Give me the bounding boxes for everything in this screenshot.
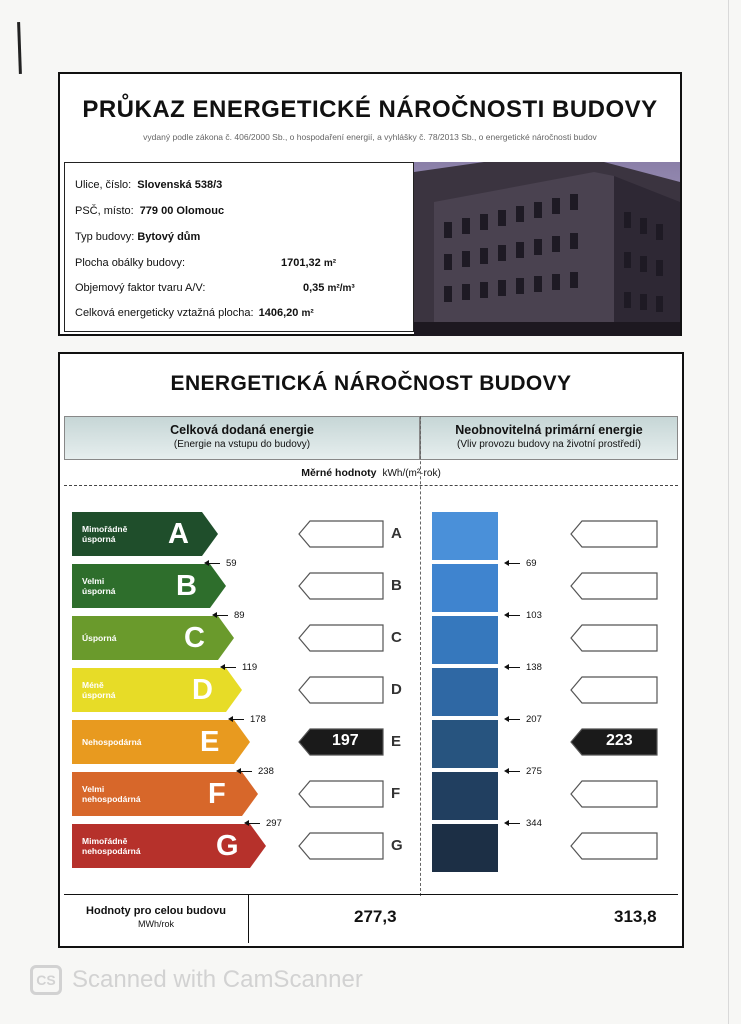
delivered-energy-marker-b [298, 572, 386, 600]
type-label: Typ budovy: [75, 231, 135, 243]
primary-energy-bar-b [432, 564, 498, 612]
document-subtitle: vydaný podle zákona č. 406/2000 Sb., o hospodaření energií, a vyhlášky č. 78/2013 Sb., o energetické náročnosti budov [143, 132, 597, 142]
page-edge [728, 0, 729, 1024]
type-row [75, 231, 200, 243]
delivered-energy-class-g: G [391, 837, 403, 854]
unit-value: kWh/(m²·rok) [382, 468, 441, 479]
street-row [75, 179, 222, 191]
delivered-threshold-value: 178 [250, 714, 266, 725]
building-photo [414, 162, 680, 336]
street-label: Ulice, číslo: [75, 179, 132, 191]
right-column-subtitle: (Vliv provozu budovy na životní prostředí) [457, 439, 641, 450]
primary-energy-bar-f [432, 772, 498, 820]
pen-mark [17, 22, 22, 74]
delivered-energy-marker-g [298, 832, 386, 860]
delivered-energy-class-a: A [391, 525, 402, 542]
city-value: 779 00 Olomouc [139, 205, 225, 217]
primary-energy-bar-c [432, 616, 498, 664]
class-name-g: Mimořádně nehospodárná [82, 836, 141, 856]
unit-row [64, 460, 678, 486]
delivered-threshold-value: 297 [266, 818, 282, 829]
camscanner-logo: CS [30, 965, 62, 995]
energy-card [58, 352, 684, 948]
city-row [75, 205, 224, 217]
type-value: Bytový dům [137, 231, 201, 243]
primary-threshold-arrow [506, 615, 520, 616]
primary-threshold-arrow [506, 667, 520, 668]
class-letter-b: B [176, 570, 197, 602]
class-name-c: Úsporná [82, 633, 117, 643]
primary-energy-bar-g [432, 824, 498, 872]
delivered-energy-class-b: B [391, 577, 402, 594]
class-letter-c: C [184, 622, 205, 654]
primary-energy-marker-b [570, 572, 660, 600]
street-value: Slovenská 538/3 [137, 179, 223, 191]
primary-energy-marker-d [570, 676, 660, 704]
scanner-watermark: Scanned with CamScanner [72, 966, 363, 993]
primary-threshold-value: 138 [526, 662, 542, 673]
class-name-d: Méně úsporná [82, 680, 116, 700]
area-value: 1406,20 m² [258, 307, 314, 319]
primary-threshold-value: 69 [526, 558, 537, 569]
column-separator [420, 416, 421, 896]
primary-energy-bar-e [432, 720, 498, 768]
area-label: Celková energeticky vztažná plocha: [75, 307, 254, 319]
primary-threshold-arrow [506, 823, 520, 824]
left-column-subtitle: (Energie na vstupu do budovy) [173, 439, 311, 450]
delivered-energy-marker-d [298, 676, 386, 704]
area-row [75, 307, 314, 319]
primary-energy-bar-a [432, 512, 498, 560]
left-column-title: Celková dodaná energie [170, 423, 314, 437]
primary-threshold-arrow [506, 771, 520, 772]
primary-threshold-value: 344 [526, 818, 542, 829]
class-name-f: Velmi nehospodárná [82, 784, 141, 804]
right-column-title: Neobnovitelná primární energie [455, 423, 643, 437]
class-letter-d: D [192, 674, 213, 706]
primary-energy-marker-f [570, 780, 660, 808]
class-name-a: Mimořádně úsporná [82, 524, 128, 544]
shape-label: Objemový faktor tvaru A/V: [75, 282, 206, 294]
delivered-threshold-value: 59 [226, 558, 237, 569]
primary-energy-marker-a [570, 520, 660, 548]
class-letter-f: F [208, 778, 226, 810]
city-label: PSČ, místo: [75, 205, 134, 217]
delivered-energy-value: 197 [332, 732, 359, 749]
delivered-threshold-arrow [238, 771, 252, 772]
primary-threshold-arrow [506, 563, 520, 564]
delivered-energy-marker-c [298, 624, 386, 652]
delivered-threshold-value: 89 [234, 610, 245, 621]
primary-energy-bar-d [432, 668, 498, 716]
unit-label: Měrné hodnoty [301, 467, 377, 479]
delivered-energy-class-c: C [391, 629, 402, 646]
primary-threshold-value: 207 [526, 714, 542, 725]
class-letter-e: E [200, 726, 220, 758]
primary-energy-value: 223 [606, 732, 633, 749]
envelope-value: 1701,32 m² [281, 257, 337, 269]
right-column-header [420, 416, 678, 460]
total-delivered-energy: 277,3 [354, 907, 397, 926]
primary-threshold-value: 103 [526, 610, 542, 621]
class-letter-g: G [216, 830, 239, 862]
building-info-box [64, 162, 414, 332]
shape-row [75, 282, 405, 294]
class-name-e: Nehospodárná [82, 737, 142, 747]
primary-energy-marker-c [570, 624, 660, 652]
delivered-threshold-value: 119 [242, 662, 258, 673]
delivered-energy-marker-f [298, 780, 386, 808]
delivered-energy-class-f: F [391, 785, 401, 802]
envelope-label: Plocha obálky budovy: [75, 257, 186, 269]
delivered-threshold-arrow [214, 615, 228, 616]
primary-energy-marker-g [570, 832, 660, 860]
primary-threshold-arrow [506, 719, 520, 720]
totals-unit: MWh/rok [138, 919, 174, 929]
delivered-energy-class-d: D [391, 681, 402, 698]
total-primary-energy: 313,8 [614, 907, 657, 926]
delivered-threshold-arrow [230, 719, 244, 720]
totals-row [64, 894, 678, 944]
delivered-energy-class-e: E [391, 733, 402, 750]
primary-threshold-value: 275 [526, 766, 542, 777]
document-title: PRŮKAZ ENERGETICKÉ NÁROČNOSTI BUDOVY [82, 96, 658, 123]
totals-label: Hodnoty pro celou budovu [86, 905, 226, 917]
delivered-threshold-arrow [246, 823, 260, 824]
section-title: ENERGETICKÁ NÁROČNOST BUDOVY [170, 372, 572, 395]
header-card [58, 72, 682, 336]
class-name-b: Velmi úsporná [82, 576, 116, 596]
delivered-threshold-arrow [206, 563, 220, 564]
envelope-row [75, 257, 405, 269]
building-photo-illustration [414, 162, 680, 336]
totals-label-box [64, 895, 249, 943]
delivered-energy-marker-a [298, 520, 386, 548]
class-letter-a: A [168, 518, 189, 550]
delivered-threshold-value: 238 [258, 766, 274, 777]
shape-value: 0,35 m²/m³ [303, 282, 355, 294]
delivered-threshold-arrow [222, 667, 236, 668]
left-column-header [64, 416, 420, 460]
